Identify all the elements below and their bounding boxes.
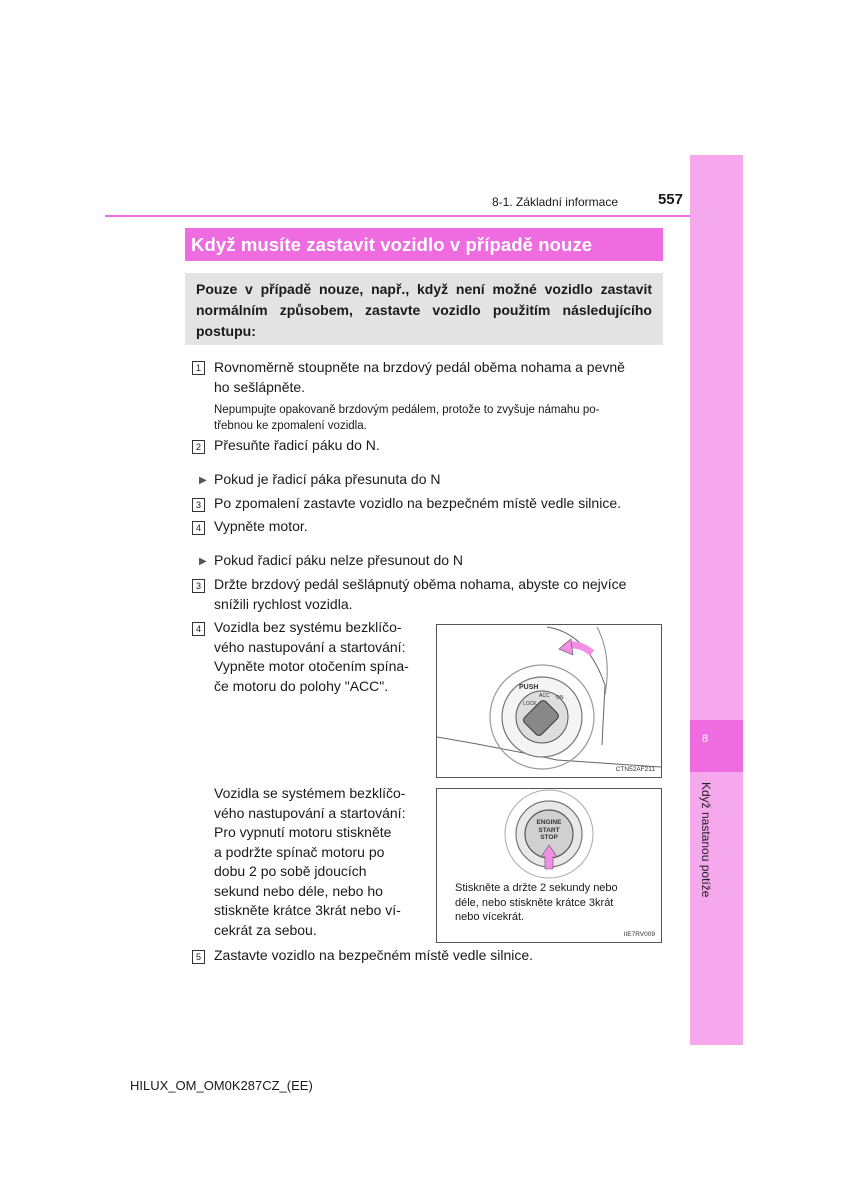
step-3a-text: Po zpomalení zastavte vozidlo na bezpečném místě vedle silnice. — [214, 495, 621, 511]
section-title: Když musíte zastavit vozidlo v případě nouze — [185, 228, 663, 261]
ignition-switch-illustration — [437, 625, 661, 777]
step-4b-line-4: če motoru do polohy "ACC". — [214, 677, 389, 694]
step-1-line-2: ho sešlápněte. — [214, 379, 306, 395]
step-number-box: 4 — [192, 521, 205, 535]
step-4b-line-8: a podržte spínač motoru po — [214, 843, 385, 860]
bullet-triangle-icon: ▶ — [199, 475, 207, 486]
caption-line-1: Stiskněte a držte 2 sekundy nebo — [455, 882, 618, 894]
condition-2-text: Pokud řadicí páku nelze přesunout do N — [214, 552, 464, 568]
step-3b-line-2: snížili rychlost vozidla. — [214, 596, 353, 612]
step-4b-line-12: cekrát za sebou. — [214, 921, 317, 938]
chapter-number: 8 — [701, 733, 709, 745]
on-label: ON — [556, 695, 564, 701]
step-4b-line-10: sekund nebo déle, nebo ho — [214, 882, 383, 899]
header-section-title: 8-1. Základní informace — [491, 195, 618, 209]
step-4b-line-6: vého nastupování a startování: — [214, 804, 406, 821]
caption-line-3: nebo vícekrát. — [455, 911, 525, 923]
caption-line-2: déle, nebo stiskněte krátce 3krát — [455, 896, 614, 909]
step-number-box: 1 — [192, 361, 205, 375]
figure-ignition-switch — [436, 624, 662, 778]
step-4b-line-9: dobu 2 po sobě jdoucích — [214, 863, 367, 879]
step-1-note-1: Nepumpujte opakovaně brzdovým pedálem, protože to zvyšuje námahu po- — [214, 404, 600, 416]
figure-2-code: IIE7RV009 — [623, 931, 655, 938]
step-4a-text: Vypněte motor. — [214, 518, 308, 534]
push-label: PUSH — [519, 684, 539, 691]
footer-code: HILUX_OM_OM0K287CZ_(EE) — [130, 1078, 313, 1093]
condition-1-text: Pokud je řadicí páka přesunuta do N — [214, 471, 441, 487]
step-1-line-1: Rovnoměrně stoupněte na brzdový pedál oběma nohama a pevně — [214, 359, 625, 375]
step-4b-line-3: Vypněte motor otočením spína- — [214, 658, 409, 674]
step-number-box: 3 — [192, 579, 205, 593]
step-2-text: Přesuňte řadicí páku do N. — [214, 437, 380, 453]
page-number: 557 — [657, 191, 683, 208]
acc-label: ACC — [539, 693, 550, 699]
step-4b-line-2: vého nastupování a startování: — [214, 638, 406, 655]
chapter-number-block — [690, 720, 743, 772]
step-4b-line-7: Pro vypnutí motoru stiskněte — [214, 824, 392, 840]
button-label-stop: STOP — [540, 834, 558, 841]
header-rule — [105, 215, 690, 217]
step-4b-line-11: stiskněte krátce 3krát nebo ví- — [214, 902, 401, 918]
button-label-start: START — [538, 826, 560, 834]
step-5-text: Zastavte vozidlo na bezpečném místě vedle silnice. — [214, 947, 534, 963]
button-label-engine: ENGINE — [536, 819, 562, 826]
intro-box — [185, 273, 663, 345]
intro-text: Pouze v případě nouze, např., když není možné vozidlo zastavit normálním způsobem, zastavte vozidlo použitím následujícího postupu: — [196, 281, 652, 339]
chapter-label: Když nastanou potíže — [699, 782, 713, 898]
figure-1-code: CTN52AF211 — [615, 766, 655, 773]
step-3b-line-1: Držte brzdový pedál sešlápnutý oběma nohama, abyste co nejvíce — [214, 576, 627, 592]
step-number-box: 2 — [192, 440, 205, 454]
step-1-note-2: třebnou ke zpomalení vozidla. — [214, 420, 367, 432]
step-4b-line-1: Vozidla bez systému bezklíčo- — [214, 619, 402, 635]
step-number-box: 3 — [192, 498, 205, 512]
step-number-box: 5 — [192, 950, 205, 964]
bullet-triangle-icon: ▶ — [199, 556, 207, 567]
lock-label: LOCK — [523, 701, 537, 707]
step-number-box: 4 — [192, 622, 205, 636]
figure-start-stop-button — [436, 788, 662, 943]
step-4b-line-5: Vozidla se systémem bezklíčo- — [214, 785, 406, 801]
